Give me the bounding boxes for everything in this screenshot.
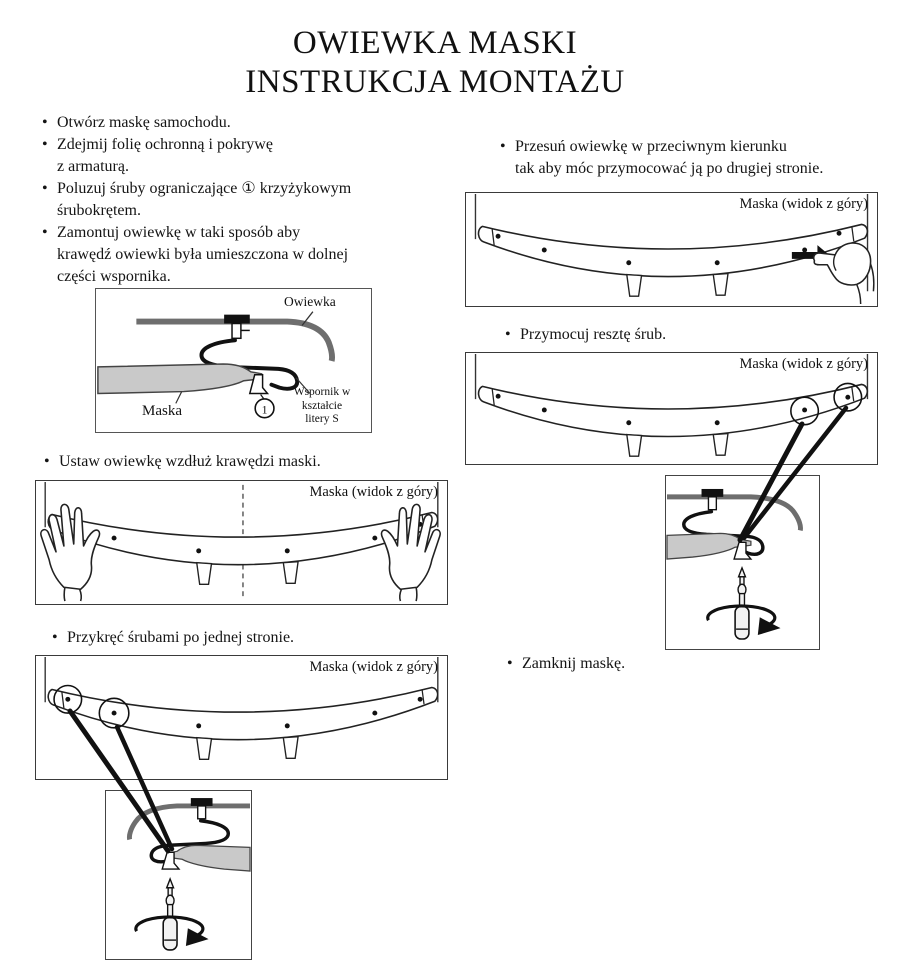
top-view-label: Maska (widok z góry): [739, 356, 868, 372]
screw-number-label: 1: [261, 402, 268, 417]
bolt: [198, 806, 206, 819]
step-text: Otwórz maskę samochodu.: [57, 114, 231, 131]
deflector-strip: [48, 512, 437, 564]
deflector-profile: [667, 497, 801, 531]
clamp: [191, 798, 213, 806]
bullet-glyph: •: [42, 180, 48, 197]
step-text: Zdejmij folię ochronną i pokrywę: [57, 136, 273, 153]
wspornik-label-line: kształcie: [301, 399, 343, 412]
maska-label: Maska: [142, 403, 182, 419]
bolt: [708, 497, 716, 510]
screwing-detail-drawing: [666, 476, 819, 649]
top-view-label: Maska (widok z góry): [739, 196, 868, 212]
bullet-glyph: •: [42, 136, 48, 153]
wspornik-label-line: litery S: [305, 413, 339, 425]
step-screw-one-side: [52, 627, 294, 649]
wspornik-label: [279, 386, 365, 427]
cross-section-figure: [95, 288, 372, 433]
maska-leader-line: [176, 392, 182, 404]
step-fasten-rest: [505, 324, 666, 346]
bullet-glyph: •: [42, 224, 48, 241]
hood-top-view-screw-left-figure: [35, 655, 448, 780]
step-text: Zamontuj owiewkę w taki sposób aby: [57, 224, 301, 241]
screwing-detail-drawing: [106, 791, 251, 959]
screwing-detail-left-figure: [105, 790, 252, 960]
hood-profile: [98, 364, 262, 394]
number-leader-line: [261, 395, 264, 399]
left-hand: [41, 504, 100, 601]
bullet-glyph: •: [44, 453, 50, 470]
step-slide-deflector: [500, 136, 823, 180]
step-loosen-screws: [42, 178, 351, 222]
bullet-glyph: •: [507, 655, 513, 672]
screwdriver: [735, 568, 749, 639]
page-title-line-2: INSTRUKCJA MONTAŻU: [245, 64, 625, 100]
step-text: krawędź owiewki była umieszczona w dolnej: [57, 246, 349, 263]
step-text: Zamknij maskę.: [522, 655, 626, 672]
step-text: Ustaw owiewkę wzdłuż krawędzi maski.: [59, 453, 321, 470]
step-close-hood: [507, 653, 625, 675]
page-title-line-1: OWIEWKA MASKI: [292, 25, 578, 61]
owiewka-label: Owiewka: [284, 294, 336, 309]
step-open-hood: [42, 112, 231, 134]
step-remove-film: [42, 134, 273, 178]
bullet-glyph: •: [505, 326, 511, 343]
step-mount-deflector: [42, 222, 348, 288]
hood-top-view-align-figure: [35, 480, 448, 605]
right-hand: [382, 504, 441, 601]
step-text: z armaturą.: [57, 158, 129, 175]
bullet-glyph: •: [42, 114, 48, 131]
page-title: [0, 24, 870, 102]
step-text: tak aby móc przymocować ją po drugiej stronie.: [515, 160, 824, 177]
step-text: śrubokrętem.: [57, 202, 141, 219]
step-text: Przesuń owiewkę w przeciwnym kierunku: [515, 138, 787, 155]
deflector-profile: [129, 806, 250, 840]
step-text: Przykręć śrubami po jednej stronie.: [67, 629, 295, 646]
clamp: [702, 489, 724, 497]
deflector-strip: [478, 224, 867, 276]
hood-top-view-slide-figure: [465, 192, 878, 307]
screwing-detail-right-figure: [665, 475, 820, 650]
hood-profile: [167, 845, 250, 871]
wspornik-label-line: Wspornik w: [293, 386, 351, 398]
step-align-deflector: [44, 451, 321, 473]
bullet-glyph: •: [500, 138, 506, 155]
screwdriver: [163, 879, 177, 950]
clamp: [224, 315, 250, 324]
top-view-label: Maska (widok z góry): [309, 484, 438, 500]
step-text: Przymocuj resztę śrub.: [520, 326, 667, 343]
step-text: części wspornika.: [57, 268, 171, 285]
bolt: [232, 324, 241, 339]
bullet-glyph: •: [52, 629, 58, 646]
deflector-strip: [479, 384, 868, 436]
step-text: Poluzuj śruby ograniczające ① krzyżykowym: [57, 180, 352, 197]
deflector-strip: [48, 687, 437, 739]
top-view-label: Maska (widok z góry): [309, 659, 438, 675]
hood-top-view-screw-right-figure: [465, 352, 878, 465]
